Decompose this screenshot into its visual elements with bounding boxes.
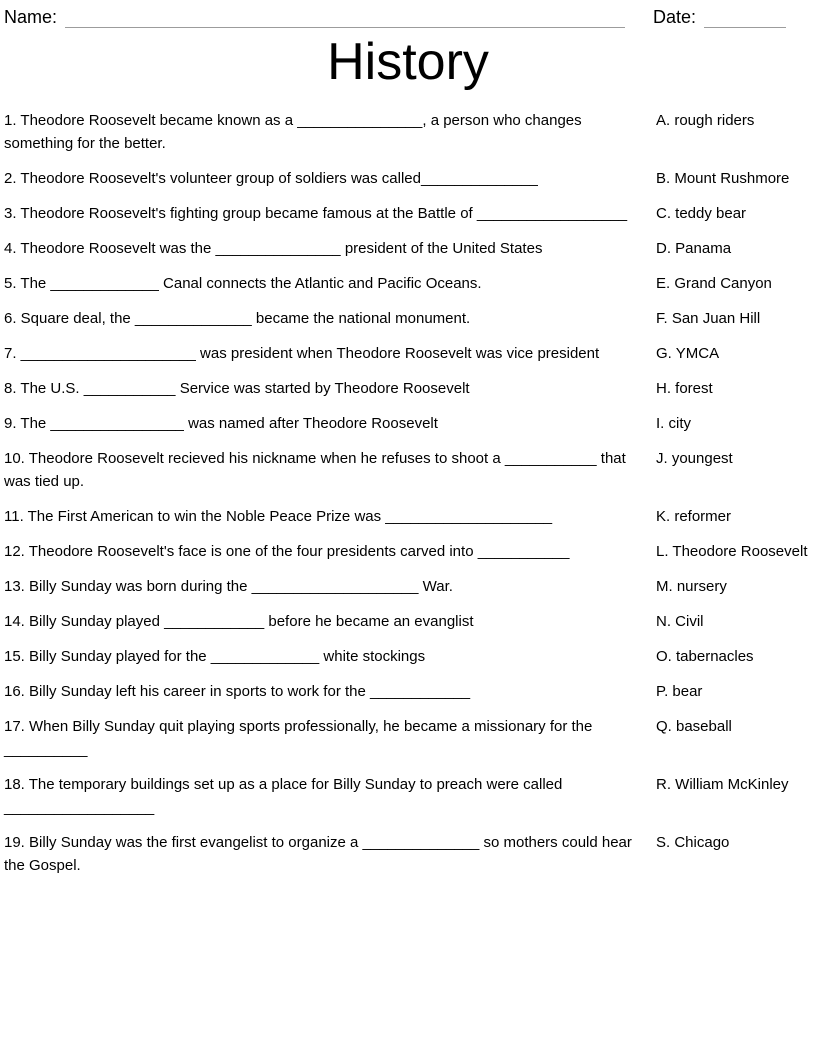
- question-row: [4, 645, 812, 668]
- answer-option: I. city: [656, 415, 692, 432]
- question-row: [4, 680, 812, 703]
- page-title: History: [327, 33, 489, 91]
- name-label: Name:: [4, 7, 58, 27]
- question-row: [4, 505, 812, 528]
- answer-option: J. youngest: [656, 450, 733, 467]
- answer-option: C. teddy bear: [656, 205, 747, 222]
- answer-option: E. Grand Canyon: [656, 275, 772, 292]
- question-row: [4, 109, 812, 155]
- answer-option: K. reformer: [656, 508, 732, 525]
- question-row: [4, 540, 812, 563]
- question-row: [4, 773, 812, 819]
- name-line: [65, 11, 625, 28]
- answer-option: G. YMCA: [656, 345, 720, 362]
- question-text: 6. Square deal, the ______________ became the national monument.: [4, 310, 471, 327]
- answer-option: A. rough riders: [656, 112, 755, 129]
- answer-option: H. forest: [656, 380, 713, 397]
- question-row: [4, 237, 812, 260]
- question-text: 16. Billy Sunday left his career in sports to work for the ____________: [4, 683, 471, 700]
- question-text: 19. Billy Sunday was the first evangelist to organize a ______________ so mothers could hear the Gospel.: [4, 834, 632, 874]
- answer-option: L. Theodore Roosevelt: [656, 543, 808, 560]
- question-row: [4, 610, 812, 633]
- question-text: 9. The ________________ was named after Theodore Roosevelt: [4, 415, 438, 432]
- answer-option: B. Mount Rushmore: [656, 170, 790, 187]
- question-text: 13. Billy Sunday was born during the ____________________ War.: [4, 578, 453, 595]
- question-row: [4, 412, 812, 435]
- question-row: [4, 377, 812, 400]
- question-text: 10. Theodore Roosevelt recieved his nickname when he refuses to shoot a ___________ that was tied up.: [4, 450, 626, 490]
- answer-option: M. nursery: [656, 578, 727, 595]
- answer-option: F. San Juan Hill: [656, 310, 761, 327]
- question-row: [4, 575, 812, 598]
- answer-option: D. Panama: [656, 240, 732, 257]
- answer-option: N. Civil: [656, 613, 704, 630]
- answer-option: O. tabernacles: [656, 648, 754, 665]
- question-text: 4. Theodore Roosevelt was the _______________ president of the United States: [4, 240, 543, 257]
- question-row: [4, 272, 812, 295]
- question-text: 5. The _____________ Canal connects the Atlantic and Pacific Oceans.: [4, 275, 482, 292]
- question-row: [4, 831, 812, 877]
- answer-option: P. bear: [656, 683, 703, 700]
- question-text: 7. _____________________ was president when Theodore Roosevelt was vice president: [4, 345, 600, 362]
- question-row: [4, 167, 812, 190]
- answer-option: Q. baseball: [656, 718, 732, 735]
- date-line: [704, 11, 786, 28]
- answer-option: S. Chicago: [656, 834, 730, 851]
- question-text: 11. The First American to win the Noble Peace Prize was ____________________: [4, 508, 553, 525]
- question-row: [4, 342, 812, 365]
- question-text: 12. Theodore Roosevelt's face is one of the four presidents carved into ___________: [4, 543, 570, 560]
- question-list: [4, 109, 812, 877]
- question-text: 14. Billy Sunday played ____________ before he became an evanglist: [4, 613, 474, 630]
- question-text: 1. Theodore Roosevelt became known as a _______________, a person who changes something for the better.: [4, 112, 582, 152]
- answer-option: R. William McKinley: [656, 776, 789, 793]
- question-text: 18. The temporary buildings set up as a place for Billy Sunday to preach were called __________________: [4, 776, 563, 816]
- header: [4, 6, 812, 28]
- date-label: Date:: [653, 7, 697, 27]
- question-row: [4, 447, 812, 493]
- question-row: [4, 202, 812, 225]
- question-text: 2. Theodore Roosevelt's volunteer group of soldiers was called______________: [4, 170, 538, 187]
- question-text: 8. The U.S. ___________ Service was started by Theodore Roosevelt: [4, 380, 470, 397]
- question-text: 3. Theodore Roosevelt's fighting group became famous at the Battle of __________________: [4, 205, 628, 222]
- question-row: [4, 307, 812, 330]
- question-text: 15. Billy Sunday played for the _____________ white stockings: [4, 648, 426, 665]
- question-row: [4, 715, 812, 761]
- question-text: 17. When Billy Sunday quit playing sports professionally, he became a missionary for the __________: [4, 718, 593, 758]
